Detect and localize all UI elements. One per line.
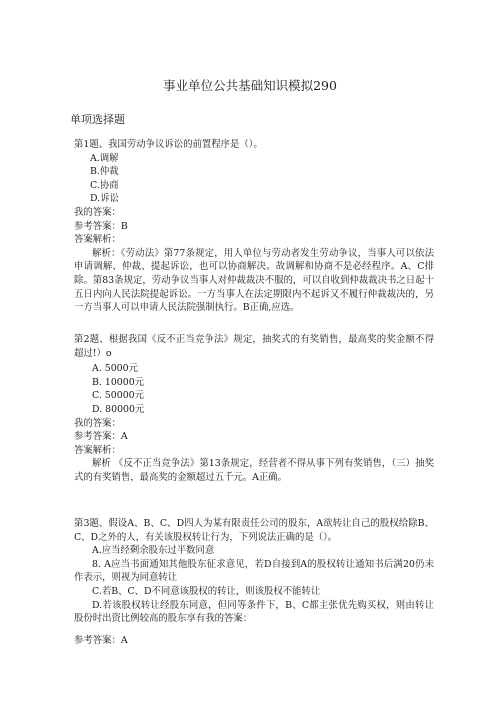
reference-answer: 参考答案：A — [74, 634, 128, 646]
option-a: A.调解 — [90, 152, 119, 164]
option-c: C.协商 — [90, 179, 119, 191]
question-stem: 第1题、我国劳动争议诉讼的前置程序是（）。 — [74, 139, 263, 150]
option-d: D. 80000元 — [92, 403, 145, 415]
question-1 — [74, 138, 434, 315]
question-stem: 第3题、假设A、B、C、D四人为某有限责任公司的股东，A欲转让自己的股权给除B、C、D之外的人，有关该股权转让行为，下列说法正确的是（）。 — [74, 518, 434, 543]
question-stem: 第2题、根据我国《反不正当竞争法》规定，抽奖式的有奖销售，最高奖的奖金额不得超过!）o — [74, 334, 434, 359]
option-c: C. 50000元 — [92, 390, 144, 402]
option-b: 8. A应当书面通知其他股东征求意见，若D自接到A的股权转让通知书后满20仍未作表示，则视为同意转让 — [74, 558, 434, 584]
section-title: 单项选择题 — [70, 113, 125, 126]
analysis-text: 解析 《反不正当竞争法》第13条规定，经营者不得从事下列有奖销售，（三）抽奖式的有奖销售，最高奖的金额超过五千元。A正确。 — [74, 458, 434, 483]
option-d: D.若该股权转让经股东同意，但同等条件下，B、C都主张优先购买权，则由转让股份时出资比例较高的股东享有我的答案： — [74, 599, 434, 625]
option-a: A.应当经剩余股东过半数同意 — [92, 545, 215, 557]
analysis-text: 解析：《劳动法》第77条规定，用人单位与劳动者发生劳动争议，当事人可以依法申请调解、仲裁、提起诉讼，也可以协商解决。故调解和协商不是必经程序。A、C排除。第83条规定，劳动争议当事人对仲裁裁决不服的，可以自收到仲裁裁决书之日起十五日内向人民法院提起诉讼。一方当事人在法定期限内不起诉又不履行仲裁裁决的，另一方当事人可以申请人民法院强制执行。B正确,应选。 — [74, 247, 434, 314]
question-2 — [74, 333, 434, 485]
analysis-label: 答案解析： — [74, 234, 121, 246]
my-answer-label: 我的答案： — [74, 206, 121, 218]
my-answer-label: 我的答案： — [74, 417, 121, 429]
analysis-label: 答案解析： — [74, 444, 121, 456]
option-c: C.若B、C、D不同意该股权的转让，则该股权不能转让 — [92, 585, 321, 597]
option-b: B. 10000元 — [92, 376, 145, 388]
question-3 — [74, 517, 434, 647]
reference-answer: 参考答案：A — [74, 431, 128, 443]
option-b: B.仲裁 — [90, 166, 119, 178]
option-d: D.诉讼 — [90, 193, 119, 205]
option-a: A. 5000元 — [92, 363, 138, 375]
document-title: 事业单位公共基础知识模拟290 — [163, 78, 337, 93]
reference-answer: 参考答案：B — [74, 220, 128, 232]
